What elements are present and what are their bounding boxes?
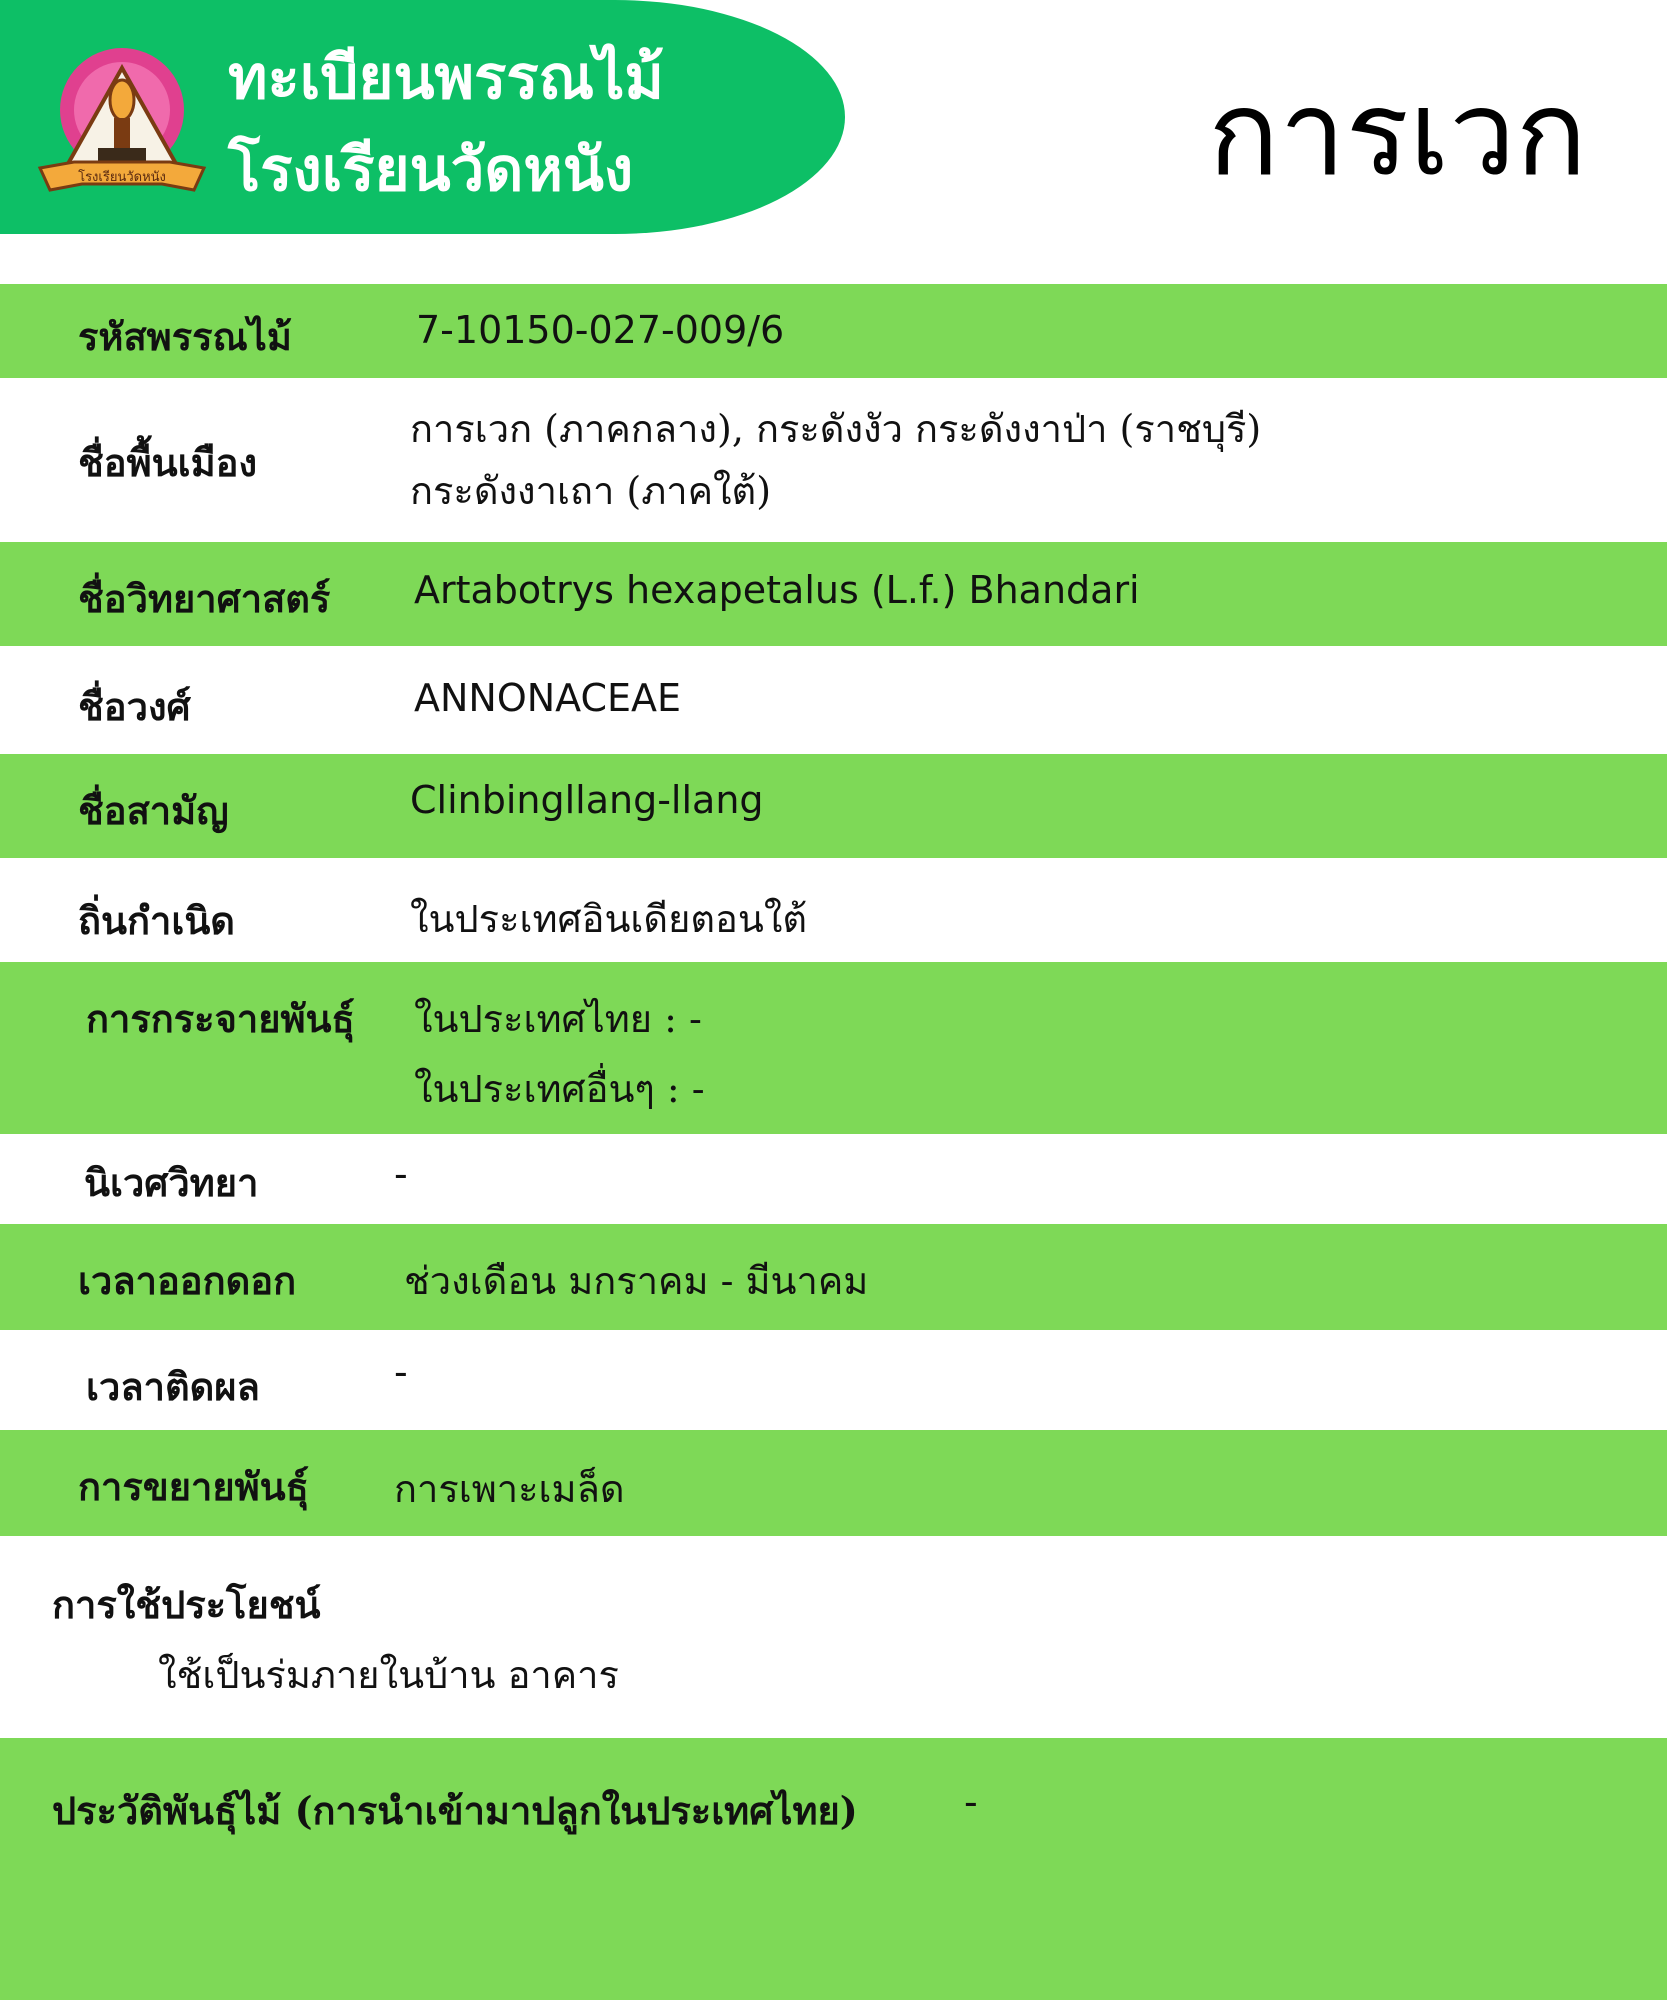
ecology-label: นิเวศวิทยา — [84, 1160, 259, 1205]
title-line-2: โรงเรียนวัดหนัง — [228, 135, 634, 205]
propagation-value: การเพาะเมล็ด — [394, 1467, 625, 1511]
common-name-label: ชื่อสามัญ — [78, 788, 229, 833]
title-line-1: ทะเบียนพรรณไม้ — [228, 43, 664, 113]
distribution-value — [414, 984, 705, 1124]
distribution-other: ในประเทศอื่นๆ : - — [414, 1067, 705, 1111]
plant-info-table — [0, 284, 1667, 1536]
local-name-line-1: การเวก (ภาคกลาง), กระดังงัว กระดังงาป่า (ราชบุรี) — [410, 407, 1262, 451]
row-scientific-name — [0, 542, 1667, 646]
row-common-name — [0, 754, 1667, 858]
propagation-label: การขยายพันธุ์ — [78, 1464, 309, 1509]
scientific-name-label: ชื่อวิทยาศาสตร์ — [78, 576, 331, 621]
row-family — [0, 646, 1667, 754]
uses-label: การใช้ประโยชน์ — [52, 1582, 321, 1627]
row-origin — [0, 858, 1667, 962]
fruiting-label: เวลาติดผล — [86, 1364, 260, 1409]
history-section — [0, 1738, 1667, 2000]
row-fruiting — [0, 1330, 1667, 1430]
row-local-name — [0, 378, 1667, 542]
history-label: ประวัติพันธุ์ไม้ (การนำเข้ามาปลูกในประเทศไทย) — [52, 1788, 858, 1833]
code-value: 7-10150-027-009/6 — [416, 308, 785, 352]
family-value: ANNONACEAE — [414, 676, 682, 720]
local-name-value — [410, 398, 1261, 522]
row-propagation — [0, 1430, 1667, 1536]
origin-value: ในประเทศอินเดียตอนใต้ — [410, 897, 808, 941]
school-seal-icon — [34, 40, 210, 210]
scientific-name-value: Artabotrys hexapetalus (L.f.) Bhandari — [414, 568, 1140, 612]
distribution-thailand: ในประเทศไทย : - — [414, 997, 702, 1041]
local-name-label: ชื่อพื้นเมือง — [78, 440, 258, 485]
fruiting-value: - — [394, 1350, 408, 1394]
origin-label: ถิ่นกำเนิด — [78, 898, 235, 943]
history-value: - — [964, 1780, 978, 1824]
family-label: ชื่อวงศ์ — [78, 684, 191, 729]
flowering-value: ช่วงเดือน มกราคม - มีนาคม — [404, 1259, 869, 1303]
distribution-label: การกระจายพันธุ์ — [86, 996, 355, 1041]
uses-value: ใช้เป็นร่มภายในบ้าน อาคาร — [158, 1653, 619, 1697]
school-title — [228, 32, 664, 216]
svg-text:โรงเรียนวัดหนัง: โรงเรียนวัดหนัง — [78, 170, 166, 185]
ecology-value: - — [394, 1152, 408, 1196]
row-code — [0, 284, 1667, 378]
row-flowering — [0, 1224, 1667, 1330]
row-ecology — [0, 1134, 1667, 1224]
uses-section — [0, 1536, 1667, 1738]
flowering-label: เวลาออกดอก — [78, 1258, 297, 1303]
local-name-line-2: กระดังงาเถา (ภาคใต้) — [410, 469, 772, 513]
row-distribution — [0, 962, 1667, 1134]
plant-name-heading: การเวก — [1207, 64, 1587, 202]
code-label: รหัสพรรณไม้ — [78, 314, 292, 359]
common-name-value: Clinbingllang-llang — [410, 778, 764, 822]
